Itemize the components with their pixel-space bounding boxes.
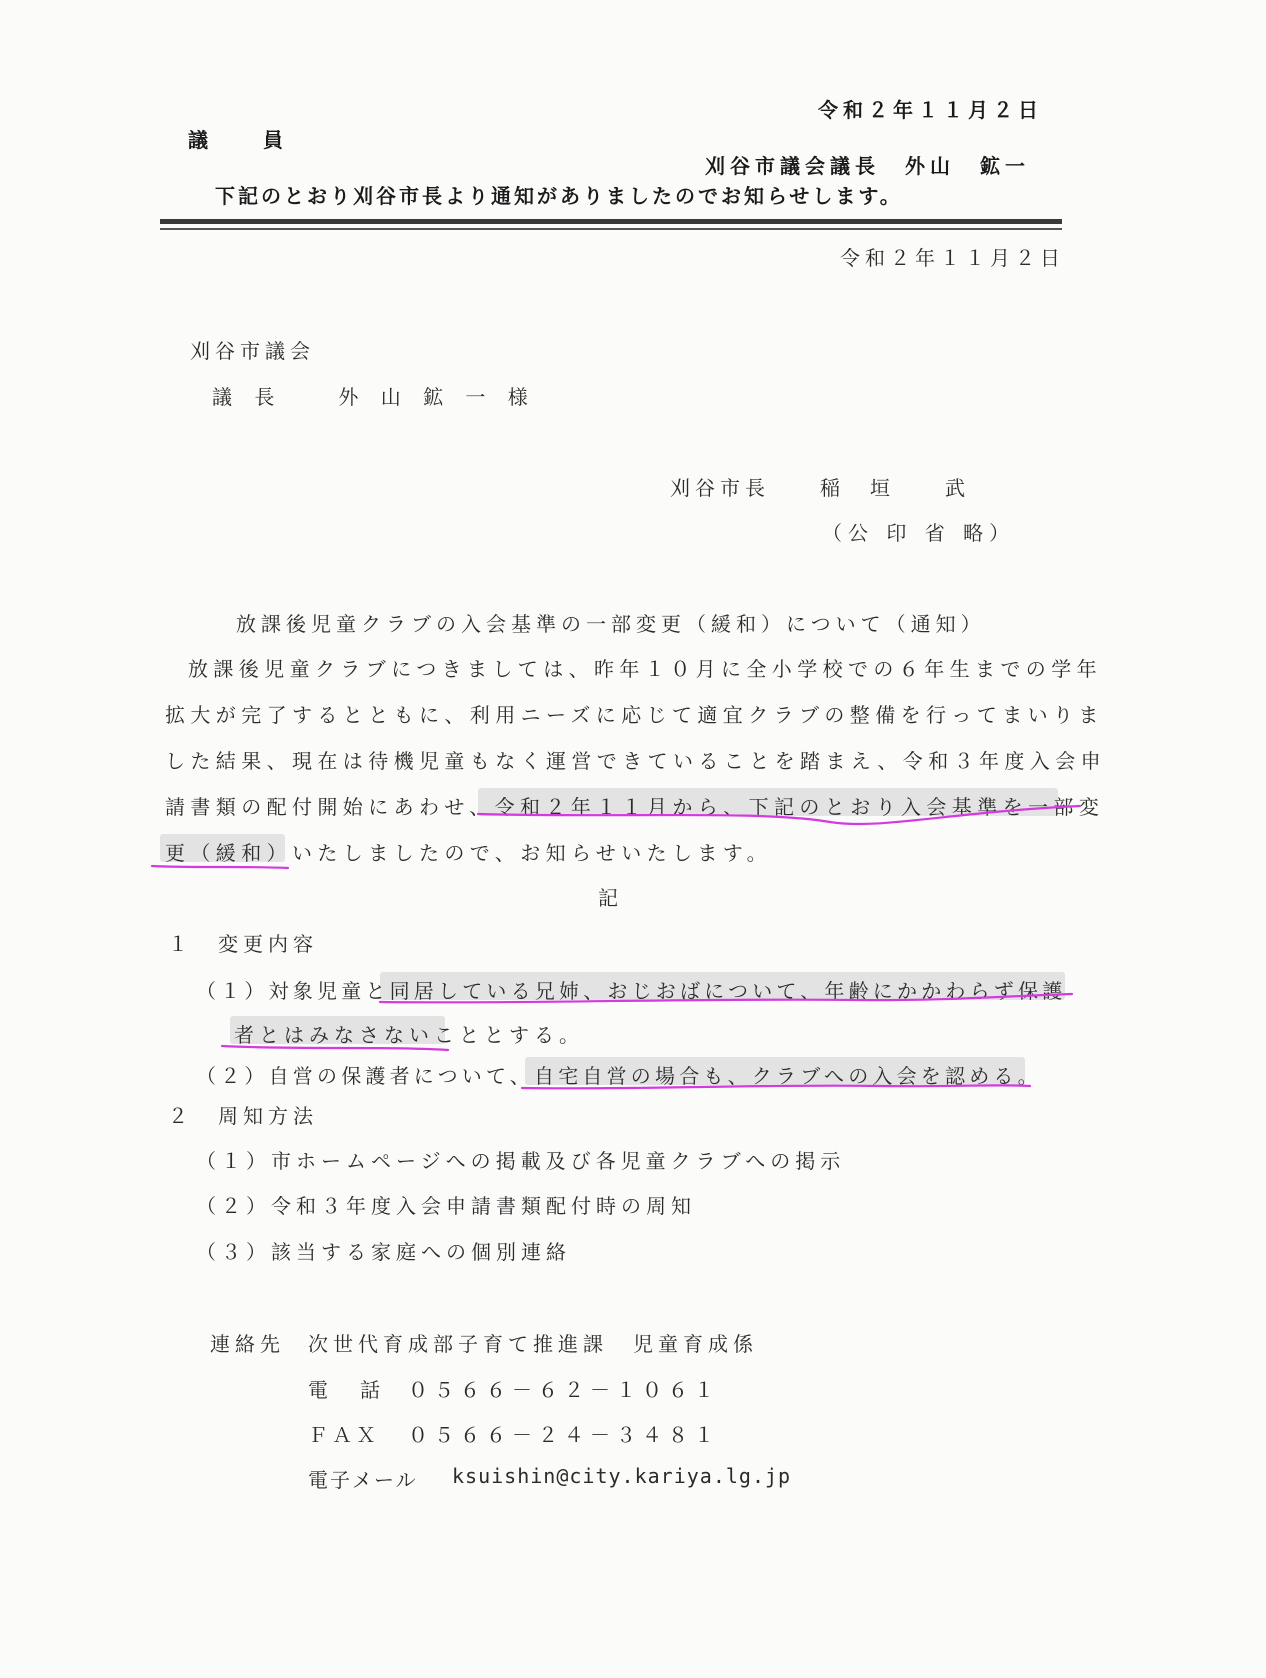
cover-date: 令和２年１１月２日 [818, 98, 1043, 122]
seal-omitted: （公 印 省 略） [822, 521, 1016, 545]
contact-label: 連絡先 [210, 1332, 285, 1356]
cover-sender: 刈谷市議会議長 外山 鉱一 [705, 154, 1030, 178]
body-line-2: 拡大が完了するとともに、利用ニーズに応じて適宜クラブの整備を行ってまいりま [165, 703, 1104, 727]
body-line-4: 請書類の配付開始にあわせ、令和２年１１月から、下記のとおり入会基準を一部変 [165, 795, 1105, 819]
section2-item-3: （３）該当する家庭への個別連絡 [196, 1240, 571, 1264]
email-label: 電子メール [308, 1468, 418, 1492]
divider-thick [160, 219, 1062, 224]
addressee-org: 刈谷市議会 [190, 339, 315, 363]
section1-item-2: （２）自営の保護者について、自宅自営の場合も、クラブへの入会を認める。 [196, 1064, 1042, 1088]
section1-item-1: （１）対象児童と同居している兄姉、おじおばについて、年齢にかかわらず保護 [196, 979, 1067, 1003]
section1-title: １ 変更内容 [168, 932, 318, 956]
ki-heading: 記 [598, 886, 623, 910]
divider-thin [160, 228, 1062, 230]
body-line-1: 放課後児童クラブにつきましては、昨年１０月に全小学校での６年生までの学年 [188, 657, 1102, 681]
tel-label: 電 話 [308, 1378, 386, 1402]
body-line-5: 更（緩和）いたしましたので、お知らせいたします。 [165, 841, 772, 865]
cover-recipient: 議 員 [188, 128, 288, 152]
section2-item-1: （１）市ホームページへの掲載及び各児童クラブへの掲示 [196, 1149, 846, 1173]
body-line-3: した結果、現在は待機児童もなく運営できていることを踏まえ、令和３年度入会申 [165, 749, 1106, 773]
letter-date: 令和２年１１月２日 [840, 246, 1065, 270]
letter-subject: 放課後児童クラブの入会基準の一部変更（緩和）について（通知） [236, 612, 986, 636]
cover-notice: 下記のとおり刈谷市長より通知がありましたのでお知らせします。 [215, 184, 903, 208]
fax-number: ０５６６－２４－３４８１ [408, 1423, 720, 1447]
section1-item-1-cont: 者とはみなさないこととする。 [234, 1023, 584, 1047]
contact-dept: 次世代育成部子育て推進課 児童育成係 [308, 1332, 758, 1356]
section2-item-2: （２）令和３年度入会申請書類配付時の周知 [196, 1194, 696, 1218]
underline-2 [152, 866, 288, 868]
addressee-name: 議 長 外 山 鉱 一 様 [212, 385, 536, 409]
email-address: ksuishin@city.kariya.lg.jp [452, 1464, 792, 1488]
fax-label: ＦＡＸ [308, 1423, 380, 1447]
tel-number: ０５６６－６２－１０６１ [408, 1378, 720, 1402]
section2-title: ２ 周知方法 [168, 1104, 318, 1128]
letter-from: 刈谷市長 稲 垣 武 [670, 476, 970, 500]
